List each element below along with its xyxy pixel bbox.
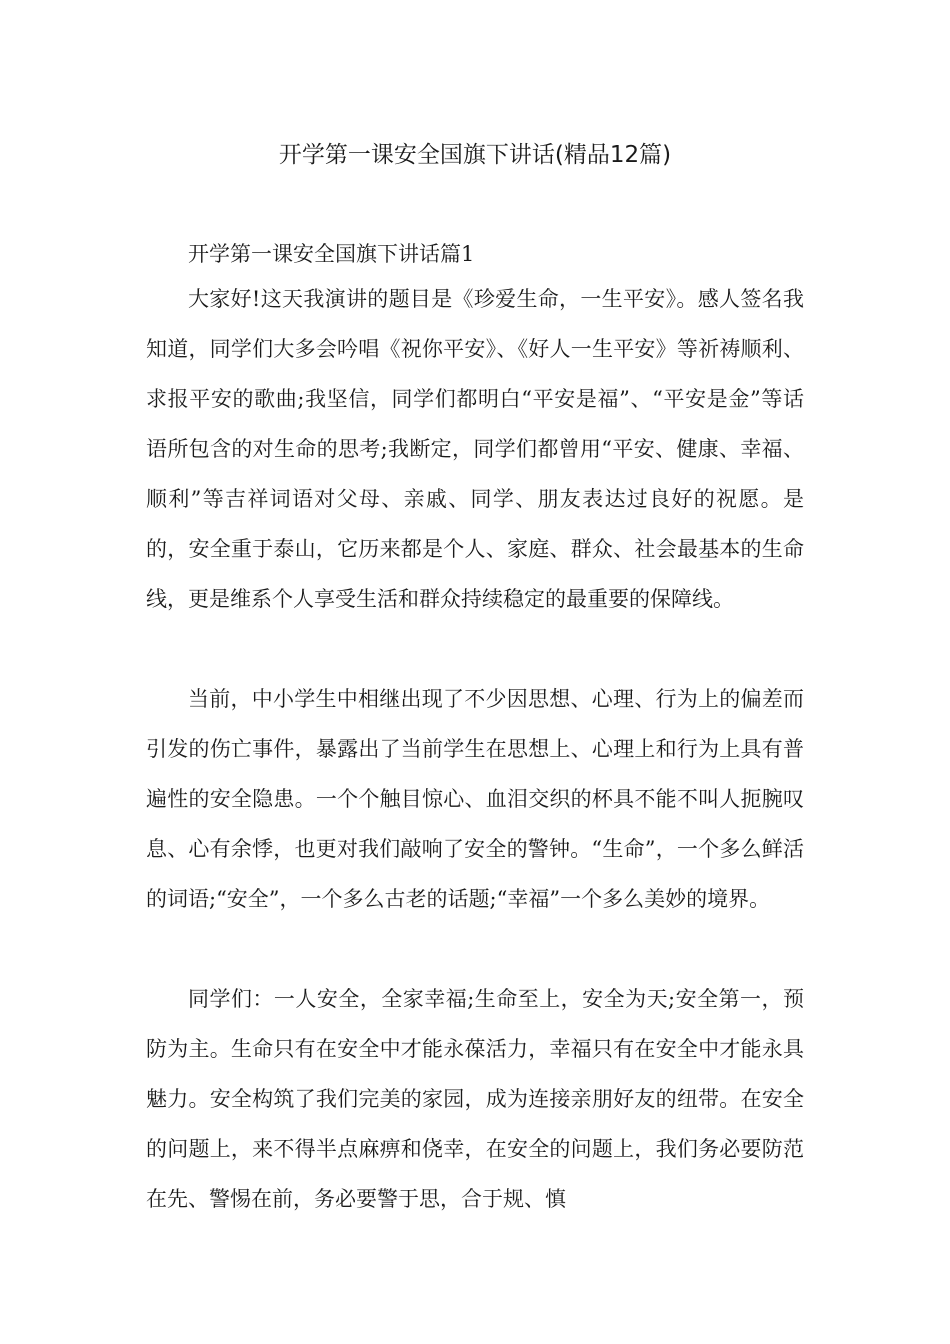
paragraph: 当前，中小学生中相继出现了不少因思想、心理、行为上的偏差而引发的伤亡事件，暴露出了当前学生在思想上、心理上和行为上具有普遍性的安全隐患。一个个触目惊心、血泪交织的杯具不能不叫人扼腕叹息、心有余悸，也更对我们敲响了安全的警钟。“生命”，一个多么鲜活的词语;“安全”，一个多么古老的话题;“幸福”一个多么美妙的境界。	[146, 687, 804, 911]
section-heading: 开学第一课安全国旗下讲话篇1	[188, 242, 475, 266]
document-title: 开学第一课安全国旗下讲话(精品12篇)	[278, 142, 672, 168]
paragraph: 大家好!这天我演讲的题目是《珍爱生命，一生平安》。感人签名我知道，同学们大多会吟唱《祝你平安》、《好人一生平安》等祈祷顺利、求报平安的歌曲;我坚信，同学们都明白“平安是福”、“平安是金”等话语所包含的对生命的思考;我断定，同学们都曾用“平安、健康、幸福、顺利”等吉祥词语对父母、亲戚、同学、朋友表达过良好的祝愿。是的，安全重于泰山，它历来都是个人、家庭、群众、社会最基本的生命线，更是维系个人享受生活和群众持续稳定的最重要的保障线。	[146, 287, 804, 611]
paragraph: 同学们：一人安全，全家幸福;生命至上，安全为天;安全第一，预防为主。生命只有在安全中才能永葆活力，幸福只有在安全中才能永具魅力。安全构筑了我们完美的家园，成为连接亲朋好友的纽带。在安全的问题上，来不得半点麻痹和侥幸，在安全的问题上，我们务必要防范在先、警惕在前，务必要警于思，合于规、慎	[146, 987, 804, 1211]
